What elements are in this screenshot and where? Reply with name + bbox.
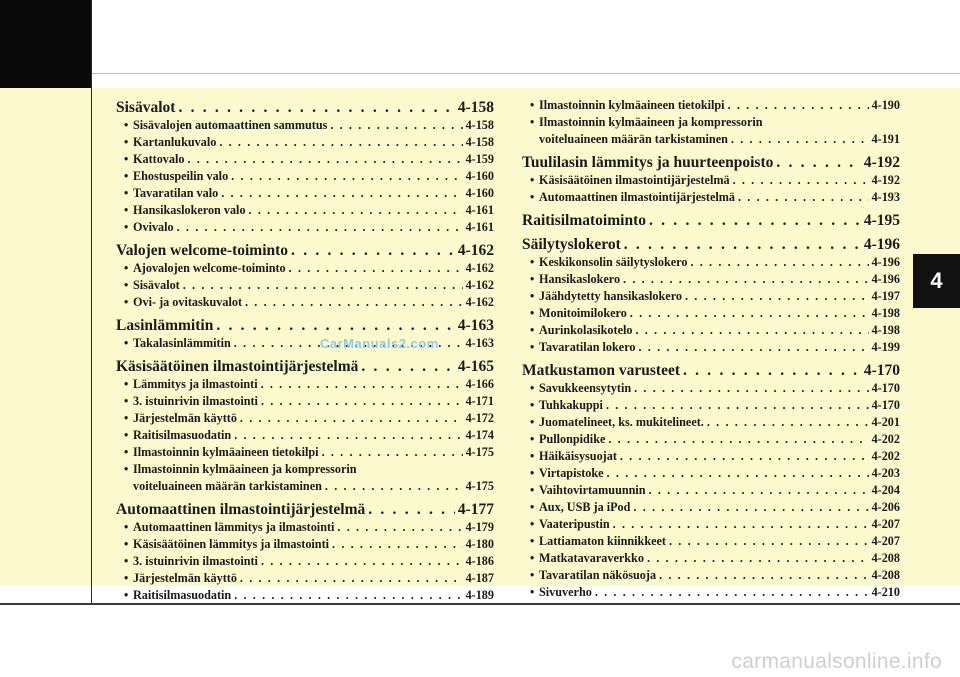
leader-dots (289, 260, 463, 277)
margin-rule (91, 0, 92, 604)
bullet-icon: • (124, 554, 129, 568)
entry-label: Kartanlukuvalo (133, 135, 217, 149)
bullet-icon: • (124, 118, 129, 132)
leader-dots (261, 393, 463, 410)
toc-entry[interactable] (522, 550, 900, 567)
entry-label: Vaateripustin (539, 517, 610, 531)
page-number: 4-158 (465, 118, 494, 132)
entry-label: Automaattinen lämmitys ja ilmastointi (133, 520, 335, 534)
bullet-icon: • (530, 98, 535, 112)
toc-entry[interactable] (522, 448, 900, 465)
section-title: Säilytyslokerot (522, 236, 621, 253)
leader-dots (322, 444, 463, 461)
toc-entry[interactable] (116, 151, 494, 168)
leader-dots (183, 277, 463, 294)
entry-label: Häikäisysuojat (539, 449, 617, 463)
page-number: 4-170 (871, 381, 900, 395)
toc-section-heading[interactable] (522, 211, 900, 230)
leader-dots (240, 410, 463, 427)
bullet-icon: • (124, 537, 129, 551)
bullet-icon: • (530, 272, 535, 286)
leader-dots (649, 211, 861, 230)
leader-dots (608, 431, 868, 448)
toc-entry[interactable] (522, 465, 900, 482)
page-number: 4-196 (871, 272, 900, 286)
page-number: 4-163 (457, 317, 494, 334)
entry-line (124, 461, 494, 478)
entry-label: Ilmastoinnin kylmäaineen ja kompressorin (539, 115, 763, 129)
bullet-icon: • (530, 398, 535, 412)
page-number: 4-162 (465, 278, 494, 292)
chapter-tab[interactable]: 4 (913, 254, 960, 308)
leader-dots (634, 380, 868, 397)
toc-entry[interactable] (116, 168, 494, 185)
bullet-icon: • (530, 415, 535, 429)
section-title: Automaattinen ilmastointijärjestelmä (116, 501, 366, 518)
page-number: 4-190 (871, 98, 900, 112)
toc-entry[interactable] (116, 185, 494, 202)
toc-entry[interactable] (522, 97, 900, 114)
leader-dots (245, 294, 463, 311)
bullet-icon: • (530, 483, 535, 497)
page-number: 4-195 (863, 212, 900, 229)
page-number: 4-170 (871, 398, 900, 412)
leader-dots (291, 241, 455, 260)
bullet-icon: • (530, 466, 535, 480)
toc-section-heading[interactable] (522, 153, 900, 172)
leader-dots (776, 153, 860, 172)
bullet-icon: • (124, 394, 129, 408)
toc-entry[interactable] (116, 294, 494, 311)
entry-label: Savukkeensytytin (539, 381, 632, 395)
page-number: 4-202 (871, 432, 900, 446)
toc-entry[interactable] (116, 376, 494, 393)
entry-line (530, 131, 900, 148)
page-number: 4-201 (871, 415, 900, 429)
toc-entry[interactable] (522, 380, 900, 397)
page-number: 4-172 (465, 411, 494, 425)
toc-entry[interactable] (116, 553, 494, 570)
leader-dots (731, 131, 869, 148)
bullet-icon: • (124, 152, 129, 166)
toc-entry[interactable] (116, 202, 494, 219)
toc-entry[interactable] (522, 322, 900, 339)
entry-label: Hansikaslokero (539, 272, 621, 286)
leader-dots (361, 357, 454, 376)
bullet-icon: • (530, 449, 535, 463)
bullet-icon: • (124, 278, 129, 292)
toc-entry[interactable] (522, 254, 900, 271)
toc-entry[interactable] (116, 444, 494, 461)
page-number: 4-163 (465, 336, 494, 350)
toc-entry[interactable] (116, 461, 494, 495)
page-number: 4-206 (871, 500, 900, 514)
bullet-icon: • (530, 432, 535, 446)
toc-entry[interactable] (116, 134, 494, 151)
bullet-icon: • (124, 261, 129, 275)
leader-dots (690, 254, 868, 271)
section-title: Käsisäätöinen ilmastointijärjestelmä (116, 358, 359, 375)
toc-entry[interactable] (116, 393, 494, 410)
entry-label: Raitisilmasuodatin (133, 428, 232, 442)
bullet-icon: • (124, 135, 129, 149)
page-number: 4-180 (465, 537, 494, 551)
section-title: Lasinlämmitin (116, 317, 214, 334)
bullet-icon: • (530, 585, 535, 599)
leader-dots (234, 587, 462, 604)
entry-label: Hansikaslokeron valo (133, 203, 246, 217)
entry-label: Jäähdytetty hansikaslokero (539, 289, 683, 303)
toc-entry[interactable] (522, 189, 900, 206)
toc-entry[interactable] (522, 114, 900, 148)
leader-dots (613, 516, 869, 533)
entry-label: Ilmastoinnin kylmäaineen tietokilpi (133, 445, 319, 459)
entry-label: Aux, USB ja iPod (539, 500, 631, 514)
page-number: 4-199 (871, 340, 900, 354)
bullet-icon: • (124, 588, 129, 602)
entry-label: Tuhkakuppi (539, 398, 603, 412)
entry-label: Tavaratilan näkösuoja (539, 568, 657, 582)
toc-section-heading[interactable] (116, 241, 494, 260)
page-number: 4-166 (465, 377, 494, 391)
bullet-icon: • (124, 377, 129, 391)
toc-entry[interactable] (116, 570, 494, 587)
page-number: 4-161 (465, 220, 494, 234)
toc-entry[interactable] (116, 427, 494, 444)
page-number: 4-162 (465, 295, 494, 309)
leader-dots (261, 376, 463, 393)
leader-dots (187, 151, 462, 168)
leader-dots (683, 361, 861, 380)
section-title: Valojen welcome-toiminto (116, 242, 289, 259)
toc-section-heading[interactable] (116, 98, 494, 117)
spacer (522, 356, 900, 360)
section-title: Tuulilasin lämmitys ja huurteenpoisto (522, 154, 774, 171)
toc-entry[interactable] (522, 271, 900, 288)
entry-label: Sisävalot (133, 278, 180, 292)
entry-label: Sivuverho (539, 585, 592, 599)
bullet-icon: • (530, 568, 535, 582)
entry-label: Automaattinen ilmastointijärjestelmä (539, 190, 735, 204)
page-number: 4-186 (465, 554, 494, 568)
leader-dots (633, 499, 868, 516)
bullet-icon: • (124, 203, 129, 217)
page-number: 4-196 (871, 255, 900, 269)
page-number: 4-198 (871, 306, 900, 320)
page-number: 4-158 (465, 135, 494, 149)
entry-label: Raitisilmasuodatin (133, 588, 232, 602)
bullet-icon: • (530, 323, 535, 337)
leader-dots (607, 465, 869, 482)
leader-dots (649, 482, 869, 499)
toc-entry[interactable] (116, 117, 494, 134)
bullet-icon: • (124, 220, 129, 234)
corner-block (0, 0, 91, 88)
page-number: 4-162 (457, 242, 494, 259)
section-title: Raitisilmatoiminto (522, 212, 646, 229)
entry-line (530, 114, 900, 131)
page-number: 4-165 (457, 358, 494, 375)
toc-entry[interactable] (116, 410, 494, 427)
entry-label: Käsisäätöinen lämmitys ja ilmastointi (133, 537, 330, 551)
toc-entry[interactable] (116, 519, 494, 536)
page-number: 4-175 (465, 445, 494, 459)
entry-label: Virtapistoke (539, 466, 604, 480)
leader-dots (606, 397, 869, 414)
entry-label: Ovivalo (133, 220, 174, 234)
entry-label: Lattiamaton kiinnikkeet (539, 534, 666, 548)
page-number: 4-171 (465, 394, 494, 408)
spacer (116, 352, 494, 356)
spacer (522, 206, 900, 210)
page-number: 4-160 (465, 169, 494, 183)
entry-label: Ehostuspeilin valo (133, 169, 229, 183)
bullet-icon: • (530, 534, 535, 548)
page-number: 4-177 (457, 501, 494, 518)
bullet-icon: • (124, 462, 129, 476)
page-number: 4-204 (871, 483, 900, 497)
entry-label-cont: voiteluaineen määrän tarkistaminen (539, 132, 728, 146)
toc-section-heading[interactable] (116, 357, 494, 376)
leader-dots (177, 219, 463, 236)
entry-label: Pullonpidike (539, 432, 606, 446)
spacer (522, 148, 900, 152)
leader-dots (647, 550, 869, 567)
leader-dots (368, 500, 455, 519)
page-number: 4-170 (863, 362, 900, 379)
bullet-icon: • (530, 340, 535, 354)
page-number: 4-192 (871, 173, 900, 187)
entry-label: Aurinkolasikotelo (539, 323, 633, 337)
leader-dots (219, 134, 462, 151)
leader-dots (623, 271, 869, 288)
watermark-overlay: CarManuals2.com (320, 336, 439, 351)
entry-label: Käsisäätöinen ilmastointijärjestelmä (539, 173, 730, 187)
leader-dots (216, 316, 455, 335)
page-number: 4-193 (871, 190, 900, 204)
toc-entry[interactable] (522, 431, 900, 448)
entry-label: Juomatelineet, ks. mukitelineet. (539, 415, 704, 429)
toc-column-right (522, 97, 900, 601)
leader-dots (685, 288, 869, 305)
page-number: 4-159 (465, 152, 494, 166)
spacer (522, 230, 900, 234)
bullet-icon: • (124, 428, 129, 442)
toc-entry[interactable] (522, 305, 900, 322)
page-number: 4-179 (465, 520, 494, 534)
entry-label: Monitoimilokero (539, 306, 627, 320)
page-number: 4-207 (871, 534, 900, 548)
entry-line (124, 478, 494, 495)
leader-dots (669, 533, 869, 550)
entry-label: Tavaratilan lokero (539, 340, 636, 354)
bullet-icon: • (530, 551, 535, 565)
toc-section-heading[interactable] (522, 361, 900, 380)
toc-entry[interactable] (522, 482, 900, 499)
leader-dots (624, 235, 861, 254)
toc-entry[interactable] (116, 219, 494, 236)
toc-entry[interactable] (522, 339, 900, 356)
toc-entry[interactable] (522, 499, 900, 516)
entry-label: 3. istuinrivin ilmastointi (133, 394, 258, 408)
page-number: 4-189 (465, 588, 494, 602)
spacer (116, 311, 494, 315)
leader-dots (221, 185, 462, 202)
leader-dots (249, 202, 463, 219)
leader-dots (337, 519, 462, 536)
leader-dots (620, 448, 869, 465)
toc-entry[interactable] (522, 397, 900, 414)
entry-label: 3. istuinrivin ilmastointi (133, 554, 258, 568)
entry-label: Järjestelmän käyttö (133, 411, 237, 425)
page-number: 4-202 (871, 449, 900, 463)
toc-entry[interactable] (116, 587, 494, 604)
leader-dots (261, 553, 463, 570)
page-number: 4-158 (457, 99, 494, 116)
entry-label: Keskikonsolin säilytyslokero (539, 255, 688, 269)
page-number: 4-175 (465, 479, 494, 493)
leader-dots (325, 478, 463, 495)
toc-entry[interactable] (522, 567, 900, 584)
entry-label: Kattovalo (133, 152, 185, 166)
toc-entry[interactable] (522, 584, 900, 601)
bullet-icon: • (530, 255, 535, 269)
section-title: Sisävalot (116, 99, 176, 116)
bullet-icon: • (530, 381, 535, 395)
leader-dots (332, 536, 463, 553)
leader-dots (707, 414, 869, 431)
bullet-icon: • (124, 520, 129, 534)
page-number: 4-191 (871, 132, 900, 146)
page-number: 4-160 (465, 186, 494, 200)
toc-entry[interactable] (522, 414, 900, 431)
toc-entry[interactable] (116, 536, 494, 553)
bullet-icon: • (530, 115, 535, 129)
entry-label-cont: voiteluaineen määrän tarkistaminen (133, 479, 322, 493)
leader-dots (330, 117, 462, 134)
leader-dots (728, 97, 869, 114)
toc-entry[interactable] (522, 288, 900, 305)
page-number: 4-161 (465, 203, 494, 217)
entry-label: Lämmitys ja ilmastointi (133, 377, 258, 391)
leader-dots (595, 584, 869, 601)
page-number: 4-208 (871, 551, 900, 565)
entry-label: Ajovalojen welcome-toiminto (133, 261, 286, 275)
page-number: 4-210 (871, 585, 900, 599)
leader-dots (630, 305, 869, 322)
page-number: 4-162 (465, 261, 494, 275)
leader-dots (234, 427, 462, 444)
entry-label: Ilmastoinnin kylmäaineen tietokilpi (539, 98, 725, 112)
entry-label: Tavaratilan valo (133, 186, 219, 200)
toc-section-heading[interactable] (116, 316, 494, 335)
leader-dots (635, 322, 868, 339)
bullet-icon: • (124, 186, 129, 200)
bullet-icon: • (530, 190, 535, 204)
toc-entry[interactable] (522, 172, 900, 189)
page-number: 4-196 (863, 236, 900, 253)
footer-watermark: carmanualsonline.info (731, 650, 942, 673)
bullet-icon: • (124, 411, 129, 425)
leader-dots (178, 98, 454, 117)
bullet-icon: • (124, 169, 129, 183)
toc-entry[interactable] (116, 277, 494, 294)
leader-dots (639, 339, 869, 356)
toc-entry[interactable] (116, 260, 494, 277)
page-number: 4-197 (871, 289, 900, 303)
page-number: 4-192 (863, 154, 900, 171)
leader-dots (659, 567, 869, 584)
page-number: 4-207 (871, 517, 900, 531)
entry-label: Järjestelmän käyttö (133, 571, 237, 585)
bullet-icon: • (530, 500, 535, 514)
bullet-icon: • (124, 295, 129, 309)
page-number: 4-198 (871, 323, 900, 337)
toc-section-heading[interactable] (522, 235, 900, 254)
entry-label: Ilmastoinnin kylmäaineen ja kompressorin (133, 462, 357, 476)
section-title: Matkustamon varusteet (522, 362, 680, 379)
entry-label: Vaihtovirtamuunnin (539, 483, 646, 497)
entry-label: Sisävalojen automaattinen sammutus (133, 118, 328, 132)
leader-dots (733, 172, 869, 189)
leader-dots (240, 570, 463, 587)
entry-label: Ovi- ja ovitaskuvalot (133, 295, 243, 309)
spacer (116, 495, 494, 499)
toc-entry[interactable] (522, 533, 900, 550)
bullet-icon: • (530, 173, 535, 187)
bullet-icon: • (530, 517, 535, 531)
bullet-icon: • (530, 289, 535, 303)
entry-label: Takalasinlämmitin (133, 336, 231, 350)
entry-label: Matkatavaraverkko (539, 551, 644, 565)
page-number: 4-208 (871, 568, 900, 582)
page-number: 4-187 (465, 571, 494, 585)
header-rule (91, 73, 960, 74)
page-number: 4-203 (871, 466, 900, 480)
bullet-icon: • (530, 306, 535, 320)
leader-dots (738, 189, 869, 206)
bullet-icon: • (124, 336, 129, 350)
leader-dots (231, 168, 462, 185)
toc-section-heading[interactable] (116, 500, 494, 519)
bullet-icon: • (124, 571, 129, 585)
bullet-icon: • (124, 445, 129, 459)
toc-entry[interactable] (522, 516, 900, 533)
page-number: 4-174 (465, 428, 494, 442)
spacer (116, 236, 494, 240)
